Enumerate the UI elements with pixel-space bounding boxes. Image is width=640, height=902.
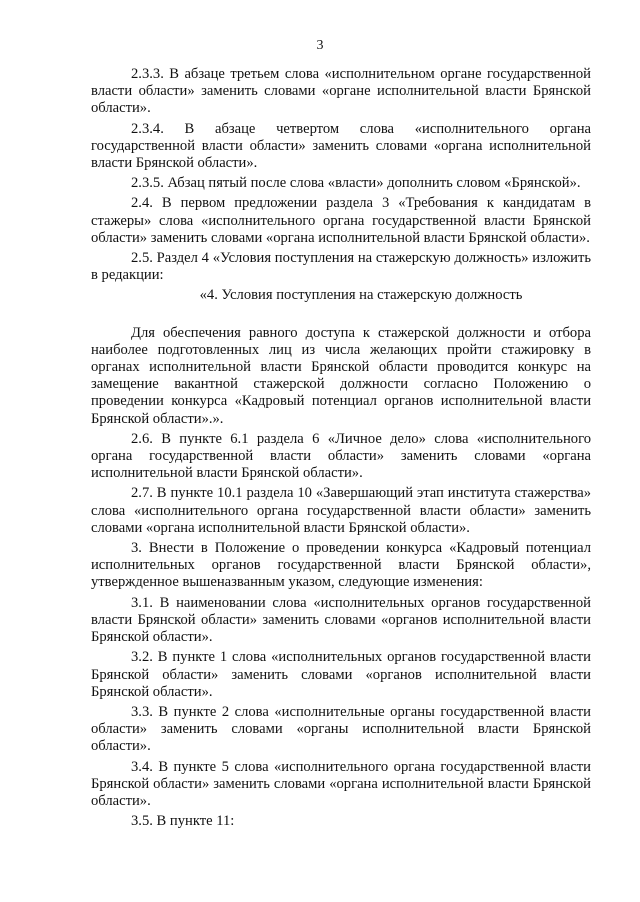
paragraph-3-3: 3.3. В пункте 2 слова «исполнительные органы государственной власти области» заменить словами «органы исполнительной власти Брянской области». [91, 703, 591, 755]
paragraph-3: 3. Внести в Положение о проведении конкурса «Кадровый потенциал исполнительных органов государственной власти Брянской области», утвержденное вышеназванным указом, следующие изменения: [91, 540, 591, 591]
paragraph-3-1: 3.1. В наименовании слова «исполнительных органов государственной власти Брянской области» заменить словами «органов исполнительной власти Брянской области». [91, 594, 591, 646]
paragraph-competition-intro: Для обеспечения равного доступа к стажерской должности и отбора наиболее подготовленных лиц из числа желающих пройти стажировку в органах исполнительной власти Брянской области проводится конкурс на замещение вакантной стажерской должности согласно Положению о проведении конкурса «Кадровый потенциал органов исполнительной власти Брянской области».». [91, 324, 591, 427]
paragraph-3-2: 3.2. В пункте 1 слова «исполнительных органов государственной власти Брянской области» заменить словами «органов исполнительной власти Брянской области». [91, 649, 591, 700]
paragraph-3-4: 3.4. В пункте 5 слова «исполнительного органа государственной власти Брянской области» заменить словами «органа исполнительной власти Брянской области». [91, 758, 591, 809]
paragraph-2-3-3: 2.3.3. В абзаце третьем слова «исполнительном органе государственной власти области» заменить словами «органе исполнительной власти Брянской области». [91, 66, 591, 117]
paragraph-2-6: 2.6. В пункте 6.1 раздела 6 «Личное дело» слова «исполнительного органа государственной власти области» заменить словами «органа исполнительной власти Брянской области». [91, 430, 591, 482]
section-heading: «4. Условия поступления на стажерскую должность [199, 287, 523, 304]
paragraph-2-4: 2.4. В первом предложении раздела 3 «Требования к кандидатам в стажеры» слова «исполнительного органа государственной власти Брянской области» заменить словами «органа исполнительной власти Брянской области». [91, 195, 591, 246]
paragraph-2-7: 2.7. В пункте 10.1 раздела 10 «Завершающий этап института стажерства» слова «исполнительного органа государственной власти области» заменить словами «органа исполнительной власти Брянской области». [91, 485, 591, 536]
paragraph-2-3-5: 2.3.5. Абзац пятый после слова «власти» дополнить словом «Брянской». [131, 175, 581, 192]
paragraph-2-3-4: 2.3.4. В абзаце четвертом слова «исполнительного органа государственной власти области» заменить словами «органа исполнительной власти Брянской области». [91, 120, 591, 172]
document-body [91, 66, 591, 833]
paragraph-2-5: 2.5. Раздел 4 «Условия поступления на стажерскую должность» изложить в редакции: [91, 250, 591, 284]
page-number: 3 [316, 38, 324, 53]
paragraph-3-5: 3.5. В пункте 11: [131, 813, 235, 830]
